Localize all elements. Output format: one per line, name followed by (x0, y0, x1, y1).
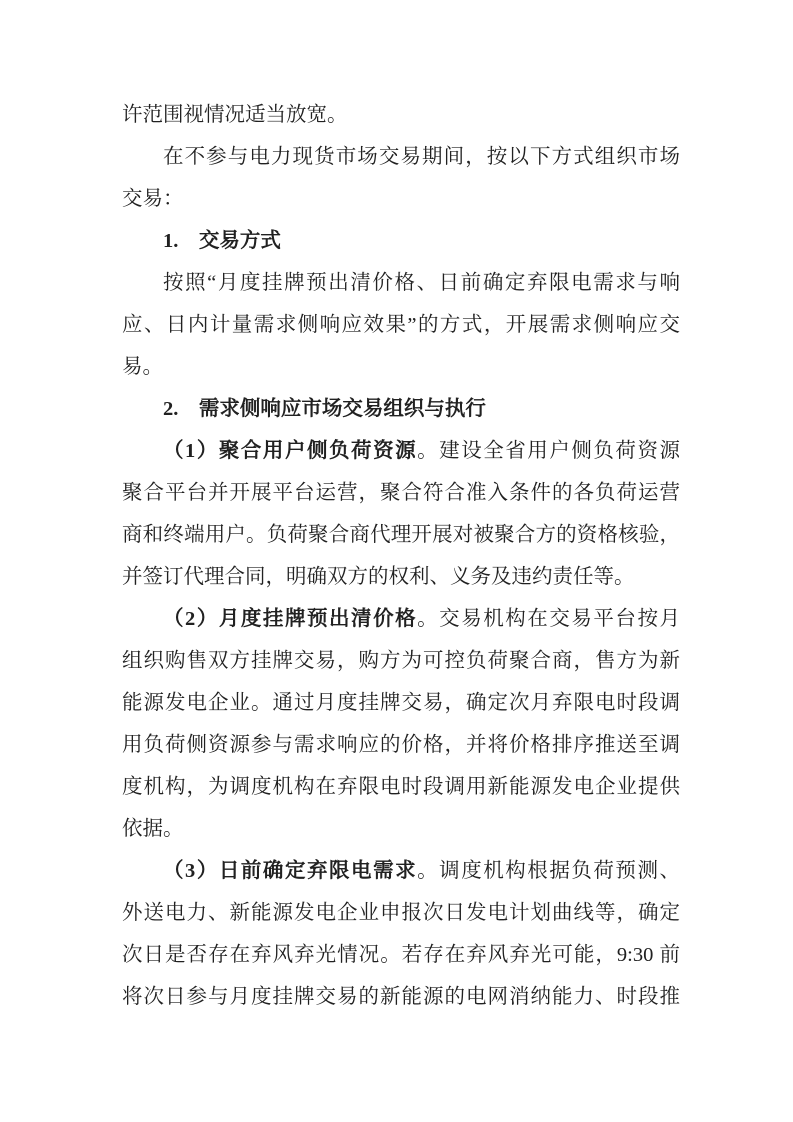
text-line (122, 724, 680, 766)
text-run: 按照“月度挂牌预出清价格、日前确定弃限电需求与响 (163, 272, 680, 294)
text-line (122, 934, 680, 976)
text-line (122, 472, 680, 514)
document-body (122, 94, 680, 1018)
bold-text-run: 1. 交易方式 (163, 230, 281, 252)
text-run: 组织购售双方挂牌交易，购方为可控负荷聚合商，售方为新 (122, 650, 680, 672)
text-run: 聚合平台并开展平台运营，聚合符合准入条件的各负荷运营 (122, 482, 680, 504)
text-line (122, 304, 680, 346)
text-run: 度机构，为调度机构在弃限电时段调用新能源发电企业提供 (122, 776, 680, 798)
text-run: 许范围视情况适当放宽。 (122, 104, 348, 126)
text-run: 并签订代理合同，明确双方的权利、义务及违约责任等。 (122, 566, 635, 588)
text-line (122, 850, 680, 892)
text-line (122, 136, 680, 178)
text-run: 。调度机构根据负荷预测、 (417, 860, 680, 882)
text-run: 交易： (122, 188, 184, 210)
text-run: 。建设全省用户侧负荷资源 (417, 440, 680, 462)
bold-text-run: 2. 需求侧响应市场交易组织与执行 (163, 398, 486, 420)
text-line (122, 682, 680, 724)
text-line (122, 430, 680, 472)
text-run: 易。 (122, 356, 163, 378)
text-line (122, 640, 680, 682)
text-run: 将次日参与月度挂牌交易的新能源的电网消纳能力、时段推 (122, 986, 680, 1008)
text-run: 依据。 (122, 818, 184, 840)
text-line (122, 346, 680, 388)
text-line (122, 892, 680, 934)
text-line (122, 556, 680, 598)
text-line (122, 178, 680, 220)
text-run: 。交易机构在交易平台按月 (417, 608, 680, 630)
text-run: 商和终端用户。负荷聚合商代理开展对被聚合方的资格核验， (122, 524, 680, 546)
text-line (122, 514, 680, 556)
bold-text-run: （3）日前确定弃限电需求 (163, 860, 418, 882)
text-line (122, 220, 680, 262)
text-run: 用负荷侧资源参与需求响应的价格，并将价格排序推送至调 (122, 734, 680, 756)
text-line (122, 976, 680, 1018)
text-run: 外送电力、新能源发电企业申报次日发电计划曲线等，确定 (122, 902, 680, 924)
text-run: 应、日内计量需求侧响应效果”的方式，开展需求侧响应交 (122, 314, 680, 336)
text-line (122, 94, 680, 136)
text-run: 能源发电企业。通过月度挂牌交易，确定次月弃限电时段调 (122, 692, 680, 714)
text-line (122, 262, 680, 304)
bold-text-run: （2）月度挂牌预出清价格 (163, 608, 418, 630)
bold-text-run: （1）聚合用户侧负荷资源 (163, 440, 418, 462)
text-line (122, 766, 680, 808)
text-run: 在不参与电力现货市场交易期间，按以下方式组织市场 (163, 146, 680, 168)
text-line (122, 808, 680, 850)
text-line (122, 388, 680, 430)
text-run: 次日是否存在弃风弃光情况。若存在弃风弃光可能，9:30 前 (122, 944, 680, 966)
text-line (122, 598, 680, 640)
